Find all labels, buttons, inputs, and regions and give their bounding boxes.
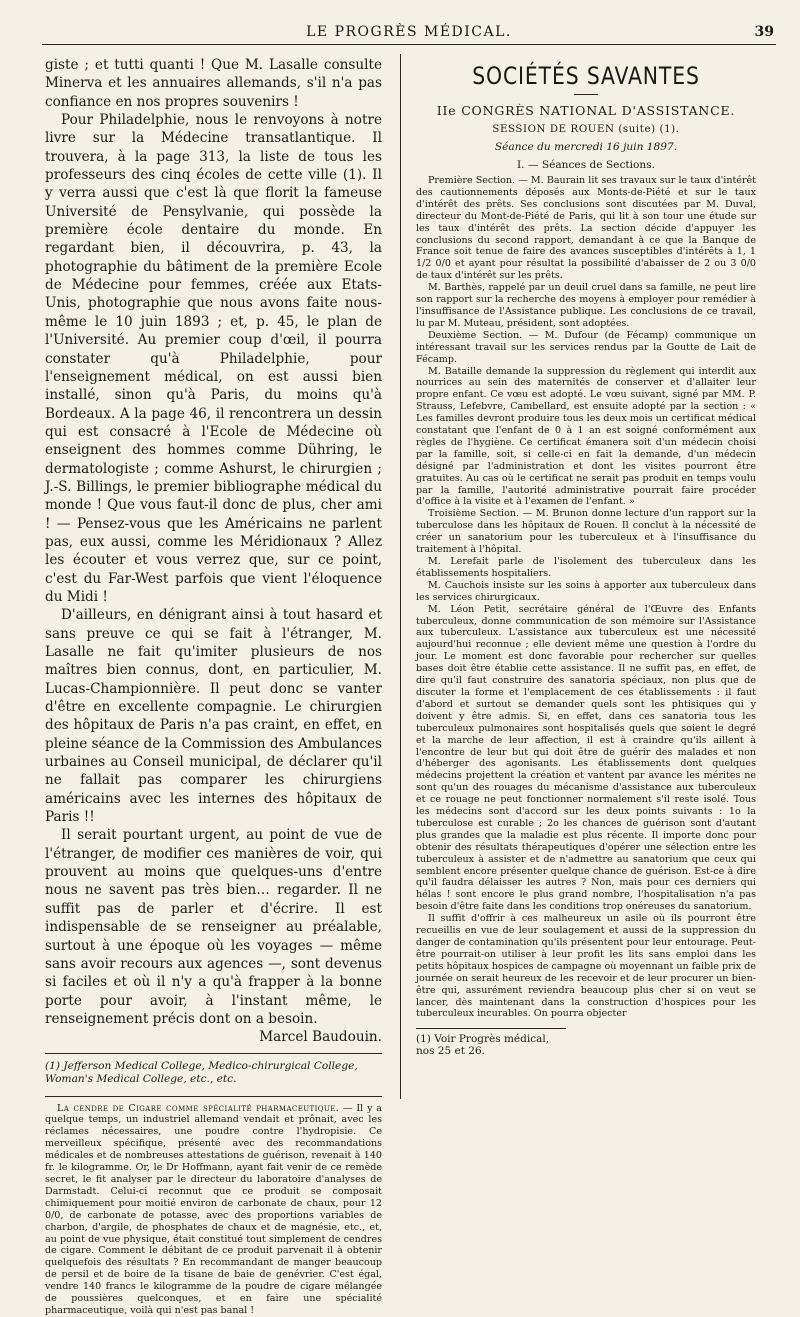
sections-heading: I. — Séances de Sections. <box>516 159 656 171</box>
news-heading: La cendre de Cigare comme spécialité pharmaceutique. <box>57 1102 340 1114</box>
footnote: (1) Voir Progrès médical, nos 25 et 26. <box>416 1028 566 1057</box>
paragraph: M. Cauchois insiste sur les soins à apporter aux tuberculeux dans les services chirurgicaux. <box>416 579 756 603</box>
running-header <box>42 22 776 45</box>
paragraph: Il serait pourtant urgent, au point de vue de l'étranger, de modifier ces manières de voir, qui prouvent au moins que quelques-uns d'entre nous ne savent pas très bien… regarder. Il ne suffit pas de parler et d'écrire. Il est indispensable de se renseigner au préalable, surtout à une époque où les voyages — même sans avoir recours aux agences —, sont devenus si faciles et où il n'y a qu'à frapper à la bonne porte pour avoir, à l'instant même, le renseignement précis dont on a besoin. <box>45 827 382 1027</box>
paragraph: M. Lerefait parle de l'isolement des tuberculeux dans les établissements hospitaliers. <box>416 556 756 579</box>
session-heading: SESSION DE ROUEN (suite) (1). <box>492 124 680 135</box>
paragraph: M. Barthès, rappelé par un deuil cruel dans sa famille, ne peut lire son rapport sur la recherche des moyens à employer pour remédier à l'insuffisance de l'Assistance publique. Les conclusions de ce travail, lu par M. Muteau, président, sont adoptées. <box>416 282 756 329</box>
paragraph: Troisième Section. — M. Brunon donne lecture d'un rapport sur la tuberculose dans les hôpitaux de Rouen. Il conclut à la nécessité de créer un sanatorium pour les tuberculeux et à l'insuffisance du traitement à l'hôpital. <box>416 508 756 556</box>
article-continuation <box>45 56 382 1047</box>
congress-heading: IIe CONGRÈS NATIONAL D'ASSISTANCE. <box>436 103 736 118</box>
section-title: SOCIÉTÉS SAVANTES <box>472 62 700 90</box>
right-column <box>416 56 756 1101</box>
paragraph: M. Bataille demande la suppression du règlement qui interdit aux nourrices au sein des maternités de conserver et d'allaiter leur propre enfant. Ce vœu est adopté. Le vœu suivant, signé par MM. P. Strauss, Lefebvre, Cambellard, est ensuite adopté par la section : « Les familles devront produire tous les deux mois un certificat médical constatant que l'enfant de 0 à 1 an est soigné conformément aux règles de l'hygiène. Ce certificat émanera soit d'un médecin choisi par la famille, soit, si celle-ci en fait la demande, d'un médecin désigné par l'administration et dont les visites pourront être gratuites. Au cas où le certificat ne serait pas produit en temps voulu par la famille, l'autorité administrative pourrait faire procéder d'office à la visite et à l'examen de l'enfant. » <box>416 365 756 508</box>
paragraph: D'ailleurs, en dénigrant ainsi à tout hasard et sans preuve ce qui se fait à l'étranger, M. Lasalle ne fait qu'imiter plusieurs de nos maîtres bien connus, dont, en particulier, M. Lucas-Championnière. Il peut donc se vanter d'être en excellente compagnie. Le chirurgien des hôpitaux de Paris n'a pas craint, en effet, en pleine séance de la Commission des Ambulances urbaines au Conseil municipal, de déclarer qu'il ne fallait pas comparer les chirurgiens américains avec les internes des hôpitaux de Paris !! <box>45 607 382 826</box>
column-divider <box>400 54 401 1099</box>
paragraph: Première Section. — M. Baurain lit ses travaux sur le taux d'intérêt des cautionnements déposés aux Monts-de-Piété et sur le taux d'intérêt des prêts. Ses conclusions sont discutées par M. Duval, directeur du Mont-de-Piété de Paris, qui lit à son tour une étude sur les taux d'intérêt des prêts. La section décide d'appuyer les conclusions du second rapport, demandant à ce que la Banque de France soit tenue de faire des avances susceptibles d'intérêts à 1, 1 1/2 0/0 et ayant pour résultat la possibilité d'abaisser de 2 ou 3 0/0 de taux d'intérêt sur les prêts. <box>416 175 756 282</box>
paragraph: Pour Philadelphie, nous le renvoyons à notre livre sur la Médecine transatlantique. Il trouvera, à la page 313, la liste de tous les professeurs des cinq écoles de cette ville (1). Il y verra aussi que c'est là que florit la fameuse Université de Pensylvanie, qui possède la première école dentaire du monde. En regardant bien, il découvrira, p. 43, la photographie du bâtiment de la première Ecole de Médecine pour femmes, créée aux Etats-Unis, photographie que nous avons faite nous-même le 10 juin 1893 ; et, p. 45, le plan de l'Université. Au premier coup d'œil, il pourra constater qu'à Philadelphie, pour l'enseignement médical, on est aussi bien installé, sinon qu'à Paris, du moins qu'à Bordeaux. A la page 46, il rencontrera un dessin qui est consacré à l'Ecole de Médecine où enseignent des hommes comme Dühring, le dermatologiste ; comme Ashurst, le chirurgien ; J.-S. Billings, le premier bibliographe médical du monde ! Que vous faut-il donc de plus, cher ami ! — Pensez-vous que les Américains ne parlent pas, eux aussi, comme les Méridionaux ? Allez les écouter et vous verrez que, sur ce point, c'est du Far-West parfois que vient l'éloquence du Midi ! <box>45 112 382 605</box>
running-title: LE PROGRÈS MÉDICAL. <box>306 24 512 40</box>
left-column <box>45 56 382 1316</box>
seance-date: Séance du mercredi 16 juin 1897. <box>494 141 678 153</box>
section-rule <box>45 1096 382 1097</box>
paragraph: giste ; et tutti quanti ! Que M. Lasalle consulte Minerva et les annuaires allemands, s'il n'a pas confiance en nos propres souvenirs ! <box>45 57 382 110</box>
paragraph: M. Léon Petit, secrétaire général de l'Œuvre des Enfants tuberculeux, donne communication de son mémoire sur l'Assistance aux tuberculeux. L'assistance aux tuberculeux est une nécessité aujourd'hui reconnue ; elle devient même une question à l'ordre du jour. Le moment est donc favorable pour rechercher sur quelles bases doit être établie cette assistance. Il ne suffit pas, en effet, de dire qu'il faut construire des sanatoria spéciaux, non plus que de discuter la forme et l'emplacement de ces établissements : il faut d'abord et surtout se demander quels sont les phtisiques qui y doivent y être admis. Si, en effet, dans ces sanatoria tous les tuberculeux pulmonaires sont hospitalisés quels que soient le degré et la marche de leur affection, il est à craindre qu'ils aillent à l'encontre de leur but qui doit être de guérir des malades et non d'héberger des agonisants. Les établissements dont quelques médecins projettent la création et vantent par avance les mérites ne sont qu'un des rouages du mécanisme d'assistance aux tuberculeux et ce rouage ne peut fonctionner normalement s'il reste isolé. Tous les médecins sont d'accord sur les deux points suivants : 1o la tuberculose est curable ; 2o les chances de guérison sont d'autant plus grandes que la maladie est plus récente. Il importe donc pour obtenir des résultats thérapeutiques d'opérer une sélection entre les tuberculeux à assister et de n'admettre au sanatorium que ceux qui semblent encore présenter quelque chance de guérison. Est-ce à dire qu'il faudra délaisser les autres ? Non, mais pour ces derniers qui hélas ! sont encore le plus grand nombre, l'hospitalisation n'a pas besoin d'être faite dans les conditions trop onéreuses du sanatorium. <box>416 603 756 913</box>
proceedings <box>416 175 756 1020</box>
page-number: 39 <box>754 24 774 40</box>
author-signature: Marcel Baudouin. <box>259 1029 382 1046</box>
news-text: — Il y a quelque temps, un industriel allemand vendait et prônait, avec les réclames nécessaires, une poudre contre l'hydropisie. Ce merveilleux spécifique, présenté avec des recommandations médicales et de nombreuses attestations de guérison, revenait à 140 fr. le kilogramme. Or, le Dr Hoffmann, ayant fait venir de ce remède secret, le fit analyser par le directeur du laboratoire d'analyses de Darmstadt. Celui-ci reconnut que ce produit se composait chimiquement pour moitié environ de carbonate de chaux, pour 12 0/0, de carbonate de potasse, avec des proportions variables de charbon, d'argile, de phosphates de chaux et de magnésie, etc., et, au point de vue physique, était constitué tout simplement de cendres de cigare. Comment le débitant de ce produit parvenait il à obtenir quelquefois des résultats ? En recommandant de manger beaucoup de persil et de boire de la tisane de baie de genévrier. C'est égal, vendre 140 francs le kilogramme de la poudre de cigare mélangée de poussières quelconques, et en faire une spécialité pharmaceutique, voilà qui n'est pas banal ! <box>45 1102 382 1316</box>
footnote: (1) Jefferson Medical College, Medico-chirurgical College, Woman's Medical College, etc., etc. <box>45 1053 382 1086</box>
paragraph: Deuxième Section. — M. Dufour (de Fécamp) communique un intéressant travail sur les services rendus par la Goutte de Lait de Fécamp. <box>416 329 756 365</box>
news-item <box>45 1103 382 1317</box>
title-rule <box>574 94 598 95</box>
paragraph: Il suffit d'offrir à ces malheureux un asile où ils pourront être recueillis en vue de leur soulagement et aussi de la suppression du danger de contamination qu'ils présentent pour leur entourage. Peut-être pourrait-on utiliser à leur profit les lits sans emploi dans les petits hôpitaux hospices de campagne où moyennant un faible prix de journée on serait heureux de les recevoir et de leur procurer un bien-être qui, assurément reviendra beaucoup plus cher si on veut se lancer, dès maintenant dans la construction d'hospices pour les tuberculeux incurables. On pourra objecter <box>416 913 756 1020</box>
